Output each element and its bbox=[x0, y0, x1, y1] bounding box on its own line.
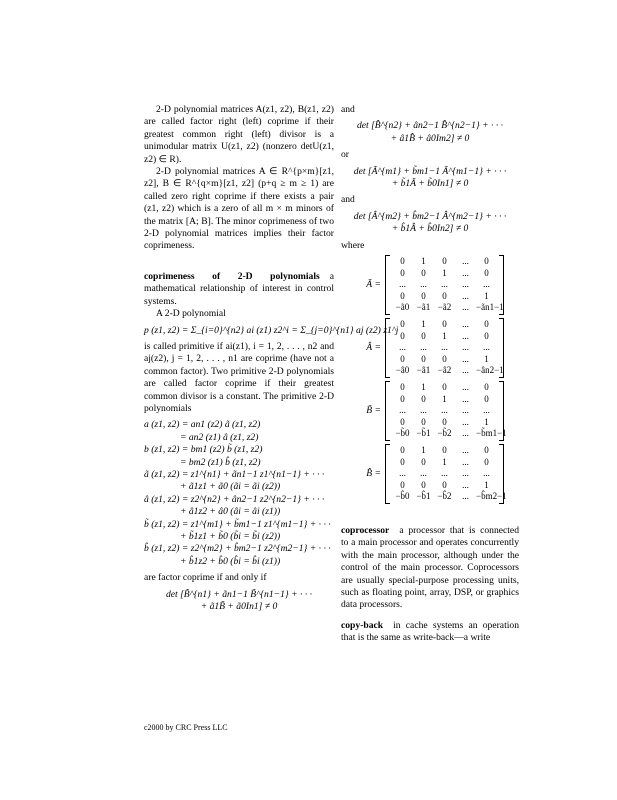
equation-line: b (z1, z2) = bm1 (z2) b̃ (z1, z2) bbox=[144, 444, 263, 456]
matrix-cell: ... bbox=[399, 342, 406, 353]
equation-det-1 bbox=[144, 589, 334, 614]
term-coprocessor: coprocessor bbox=[341, 524, 390, 536]
matrix-cell: ... bbox=[441, 468, 448, 479]
matrix-cell: −b̂0 bbox=[395, 491, 410, 502]
matrix-cell: ... bbox=[462, 256, 469, 267]
matrix-cell: ... bbox=[441, 405, 448, 416]
equation-line: + b̃1z1 + b̃0 (b̃i = b̃i (z2)) bbox=[180, 531, 281, 542]
matrix-cell: ... bbox=[462, 416, 469, 427]
matrix-row bbox=[392, 428, 507, 440]
equation-line: b̂ (z1, z2) = z2^{m2} + b̂m2−1 z2^{m2−1} + · · · bbox=[144, 543, 331, 555]
term-coprimeness-2d: coprimeness of 2-D polynomials bbox=[144, 270, 320, 282]
matrix-cell: 0 bbox=[484, 456, 489, 467]
matrix bbox=[385, 318, 504, 378]
matrix-cell: −ã0 bbox=[395, 302, 410, 313]
term-copy-back: copy-back bbox=[341, 619, 384, 631]
matrix-cell: 0 bbox=[421, 479, 426, 490]
matrix-cell: −ân2−1 bbox=[476, 365, 504, 376]
matrix-cell: −b̃1 bbox=[416, 428, 431, 439]
equation-line: det [B̂^{n2} + ân2−1 B̂^{n2−1} + · · · bbox=[356, 120, 504, 132]
matrix-row bbox=[392, 480, 497, 492]
equation-line: + â1z2 + â0 (âi = âi (z1)) bbox=[180, 506, 281, 518]
paragraph-zero-coprime: 2-D polynomial matrices A ∈ R^{p×m}[z1, z2], B ∈ R^{q×m}[z1, z2] (p+q ≥ m ≥ 1) are called zero right coprime if there exists a pair (z1, z2) which is a zero of all m × m minors of the matrix [A; B]. The minor coprimeness of two 2-D polynomial matrices implies their factor coprimeness. bbox=[144, 166, 334, 252]
equation-line: det [B̃^{n1} + ãn1−1 B̃^{n1−1} + · · · bbox=[165, 588, 313, 600]
matrix-cell: −â1 bbox=[416, 365, 431, 376]
matrix-cell: ... bbox=[483, 279, 490, 290]
matrix-cell: 0 bbox=[400, 382, 405, 392]
matrix-cell: ... bbox=[462, 365, 469, 376]
matrix-cell: 1 bbox=[484, 353, 489, 364]
definition-copy-back: in cache systems an operation that is the same as write-back—a write bbox=[341, 619, 519, 644]
equation-line: + b̃1Ã + b̃0In1] ≠ 0 bbox=[391, 178, 469, 190]
matrix-row bbox=[392, 491, 507, 503]
matrix-cell: ... bbox=[420, 279, 427, 290]
matrix-cell: −b̃0 bbox=[395, 428, 410, 439]
equation-polynomial bbox=[144, 324, 399, 337]
matrix-row bbox=[392, 331, 497, 343]
matrix-cell: 1 bbox=[421, 256, 426, 267]
matrix-cell: 0 bbox=[421, 393, 426, 404]
matrix-cell: 0 bbox=[484, 393, 489, 404]
matrix-cell: ... bbox=[441, 279, 448, 290]
matrix-block bbox=[341, 255, 519, 315]
matrix-cell: 0 bbox=[421, 456, 426, 467]
equation-line: + ã1z1 + ã0 (ãi = ãi (z2)) bbox=[180, 481, 281, 493]
matrix-cell: ... bbox=[462, 382, 469, 392]
matrix-row bbox=[392, 445, 497, 457]
matrix-cell: 0 bbox=[400, 479, 405, 490]
matrix-cell: 0 bbox=[400, 290, 405, 301]
matrix-cell: −b̂1 bbox=[416, 491, 431, 502]
matrix-label: B̃ = bbox=[366, 404, 381, 416]
matrix-row bbox=[392, 417, 497, 429]
text-and: and bbox=[341, 194, 355, 206]
text-or: or bbox=[341, 149, 349, 161]
matrix-block bbox=[341, 318, 519, 378]
matrix-cell: ... bbox=[441, 342, 448, 353]
equation-line: det [Â^{m2} + b̂m2−1 Â^{m2−1} + · · · bbox=[353, 210, 507, 222]
equation-line: + ã1B̃ + ã0In1] ≠ 0 bbox=[200, 601, 278, 613]
matrix bbox=[385, 381, 507, 441]
matrix bbox=[385, 444, 507, 504]
equation-line: + b̂1Â + b̂0In2] ≠ 0 bbox=[391, 223, 469, 235]
matrix-cell: −b̂m2−1 bbox=[476, 491, 507, 502]
matrix-cell: 1 bbox=[442, 267, 447, 278]
matrix-cell: 0 bbox=[484, 330, 489, 341]
matrix-cell: 0 bbox=[400, 444, 405, 455]
matrix-cell: 0 bbox=[442, 416, 447, 427]
paragraph-primitive: is called primitive if ai(z1), i = 1, 2, . . . , n2 and aj(z2), j = 1, 2, . . . , n1 are coprime (have not a common factor). Two primitive 2-D polynomials are called factor coprime if their greatest common divisor is a constant. The primitive 2-D polynomials bbox=[144, 340, 334, 414]
matrix-cell: ... bbox=[483, 468, 490, 479]
matrix-row bbox=[392, 394, 497, 406]
matrix-cell: −b̃2 bbox=[437, 428, 452, 439]
right-column bbox=[341, 104, 519, 645]
matrix-cell: 0 bbox=[442, 256, 447, 267]
matrix-cell: 0 bbox=[442, 319, 447, 330]
matrix-cell: −ã2 bbox=[437, 302, 452, 313]
matrix-cell: 0 bbox=[400, 267, 405, 278]
matrix-cell: 0 bbox=[421, 353, 426, 364]
matrix-cell: ... bbox=[462, 479, 469, 490]
matrix-row bbox=[392, 302, 504, 314]
matrix bbox=[385, 255, 504, 315]
matrix-cell: 0 bbox=[400, 456, 405, 467]
matrix-cell: 1 bbox=[442, 456, 447, 467]
matrix-label: Â = bbox=[366, 341, 381, 353]
matrix-cell: −ã1 bbox=[416, 302, 431, 313]
matrix-cell: ... bbox=[399, 405, 406, 416]
matrix-cell: ... bbox=[462, 393, 469, 404]
text-where: where bbox=[341, 239, 365, 251]
matrix-cell: 1 bbox=[421, 319, 426, 330]
matrix-cell: 0 bbox=[400, 330, 405, 341]
equation-line: = an2 (z1) â (z1, z2) bbox=[180, 431, 259, 443]
matrix-row bbox=[392, 382, 497, 394]
matrix-cell: 0 bbox=[442, 353, 447, 364]
matrix-cell: 0 bbox=[400, 416, 405, 427]
matrix-cell: 0 bbox=[484, 319, 489, 330]
matrix-cell: 0 bbox=[400, 256, 405, 267]
equation-line: p (z1, z2) = Σ_{i=0}^{n2} ai (z1) z2^i = Σ_{j=0}^{n1} aj (z2) z1^j bbox=[144, 324, 399, 336]
matrix-cell: ... bbox=[462, 468, 469, 479]
equation-det-4 bbox=[341, 211, 519, 236]
definition-coprimeness-2d: a mathematical relationship of interest in control systems. bbox=[144, 270, 334, 307]
matrix-cell: 0 bbox=[484, 382, 489, 392]
matrix-cell: −b̃m1−1 bbox=[476, 428, 507, 439]
matrix-row bbox=[392, 291, 497, 303]
entry-copy-back bbox=[341, 620, 519, 645]
matrix-row bbox=[392, 354, 497, 366]
matrix-cell: −b̂2 bbox=[437, 491, 452, 502]
copyright-footer: c2000 by CRC Press LLC bbox=[144, 723, 228, 732]
equation-line: + â1B̂ + â0Im2] ≠ 0 bbox=[390, 132, 470, 144]
matrix-label: B̂ = bbox=[366, 467, 381, 479]
matrix-list bbox=[341, 255, 519, 504]
matrix-block bbox=[341, 444, 519, 504]
matrix-label: Ã = bbox=[366, 278, 381, 290]
matrix-cell: ... bbox=[399, 279, 406, 290]
matrix-cell: ... bbox=[462, 491, 469, 502]
equation-line: det [Ã^{m1} + b̃m1−1 Ã^{m1−1} + · · · bbox=[353, 165, 507, 177]
matrix-block bbox=[341, 381, 519, 441]
matrix-cell: ... bbox=[420, 405, 427, 416]
matrix-cell: 0 bbox=[400, 353, 405, 364]
matrix-cell: 1 bbox=[421, 382, 426, 392]
matrix-cell: ... bbox=[462, 353, 469, 364]
equation-line: â (z1, z2) = z2^{n2} + ân2−1 z2^{n2−1} + · · · bbox=[144, 493, 325, 505]
matrix-cell: ... bbox=[462, 405, 469, 416]
matrix-cell: ... bbox=[462, 267, 469, 278]
entry-coprimeness-2d bbox=[144, 271, 334, 308]
matrix-cell: ... bbox=[399, 468, 406, 479]
matrix-row bbox=[392, 342, 497, 354]
matrix-cell: 0 bbox=[421, 416, 426, 427]
paragraph-2d-polynomial: A 2-D polynomial bbox=[156, 308, 226, 320]
equation-line: + b̂1z2 + b̂0 (b̂i = b̂i (z1)) bbox=[180, 555, 281, 567]
matrix-row bbox=[392, 256, 497, 268]
matrix-cell: 0 bbox=[442, 382, 447, 392]
equation-group bbox=[144, 419, 334, 568]
equation-line: b̃ (z1, z2) = z1^{m1} + b̃m1−1 z1^{m1−1} + · · · bbox=[144, 518, 331, 530]
matrix-row bbox=[392, 405, 497, 417]
equation-line: a (z1, z2) = an1 (z2) ã (z1, z2) bbox=[144, 419, 261, 431]
matrix-cell: −â2 bbox=[437, 365, 452, 376]
matrix-cell: 0 bbox=[442, 444, 447, 455]
matrix-cell: 0 bbox=[421, 290, 426, 301]
matrix-cell: 0 bbox=[484, 256, 489, 267]
matrix-row bbox=[392, 365, 504, 377]
matrix-row bbox=[392, 268, 497, 280]
matrix-cell: 0 bbox=[442, 479, 447, 490]
matrix-cell: ... bbox=[420, 342, 427, 353]
matrix-cell: 1 bbox=[442, 330, 447, 341]
matrix-cell: 0 bbox=[484, 444, 489, 455]
matrix-cell: 0 bbox=[484, 267, 489, 278]
matrix-cell: −â0 bbox=[395, 365, 410, 376]
matrix-cell: 0 bbox=[421, 330, 426, 341]
matrix-cell: 1 bbox=[484, 416, 489, 427]
matrix-cell: 1 bbox=[484, 290, 489, 301]
matrix-cell: ... bbox=[462, 319, 469, 330]
matrix-cell: 0 bbox=[421, 267, 426, 278]
equation-det-2 bbox=[341, 120, 519, 145]
matrix-row bbox=[392, 319, 497, 331]
matrix-cell: ... bbox=[462, 342, 469, 353]
matrix-row bbox=[392, 279, 497, 291]
paragraph-factor-iff: are factor coprime if and only if bbox=[144, 572, 267, 584]
matrix-row bbox=[392, 468, 497, 480]
matrix-cell: ... bbox=[462, 330, 469, 341]
matrix-cell: ... bbox=[420, 468, 427, 479]
matrix-cell: ... bbox=[483, 405, 490, 416]
text-and: and bbox=[341, 104, 355, 115]
matrix-cell: 1 bbox=[484, 479, 489, 490]
matrix-cell: ... bbox=[462, 290, 469, 301]
matrix-cell: 0 bbox=[442, 290, 447, 301]
matrix-cell: 0 bbox=[400, 319, 405, 330]
matrix-cell: ... bbox=[462, 456, 469, 467]
matrix-cell: ... bbox=[462, 279, 469, 290]
matrix-cell: ... bbox=[462, 302, 469, 313]
definition-coprocessor: a processor that is connected to a main processor and operates concurrently with the main processor, although under the control of the main processor. Coprocessors are usually special-purpose processing units, such as floating point, array, DSP, or graphics data processors. bbox=[341, 524, 519, 611]
matrix-cell: 1 bbox=[421, 444, 426, 455]
matrix-cell: ... bbox=[462, 444, 469, 455]
entry-coprocessor bbox=[341, 525, 519, 612]
matrix-cell: 0 bbox=[400, 393, 405, 404]
equation-det-3 bbox=[341, 166, 519, 191]
matrix-cell: ... bbox=[462, 428, 469, 439]
equation-line: = bm2 (z1) b̂ (z1, z2) bbox=[180, 456, 261, 468]
matrix-cell: −ãn1−1 bbox=[476, 302, 504, 313]
matrix-cell: 1 bbox=[442, 393, 447, 404]
matrix-row bbox=[392, 457, 497, 469]
equation-line: ã (z1, z2) = z1^{n1} + ãn1−1 z1^{n1−1} + · · · bbox=[144, 468, 325, 480]
paragraph-factor-coprime: 2-D polynomial matrices A(z1, z2), B(z1, z2) are called factor right (left) coprime if their greatest common right (left) divisor is a unimodular matrix U(z1, z2) (nonzero detU(z1, z2) ∈ R). bbox=[144, 104, 334, 165]
matrix-cell: ... bbox=[483, 342, 490, 353]
